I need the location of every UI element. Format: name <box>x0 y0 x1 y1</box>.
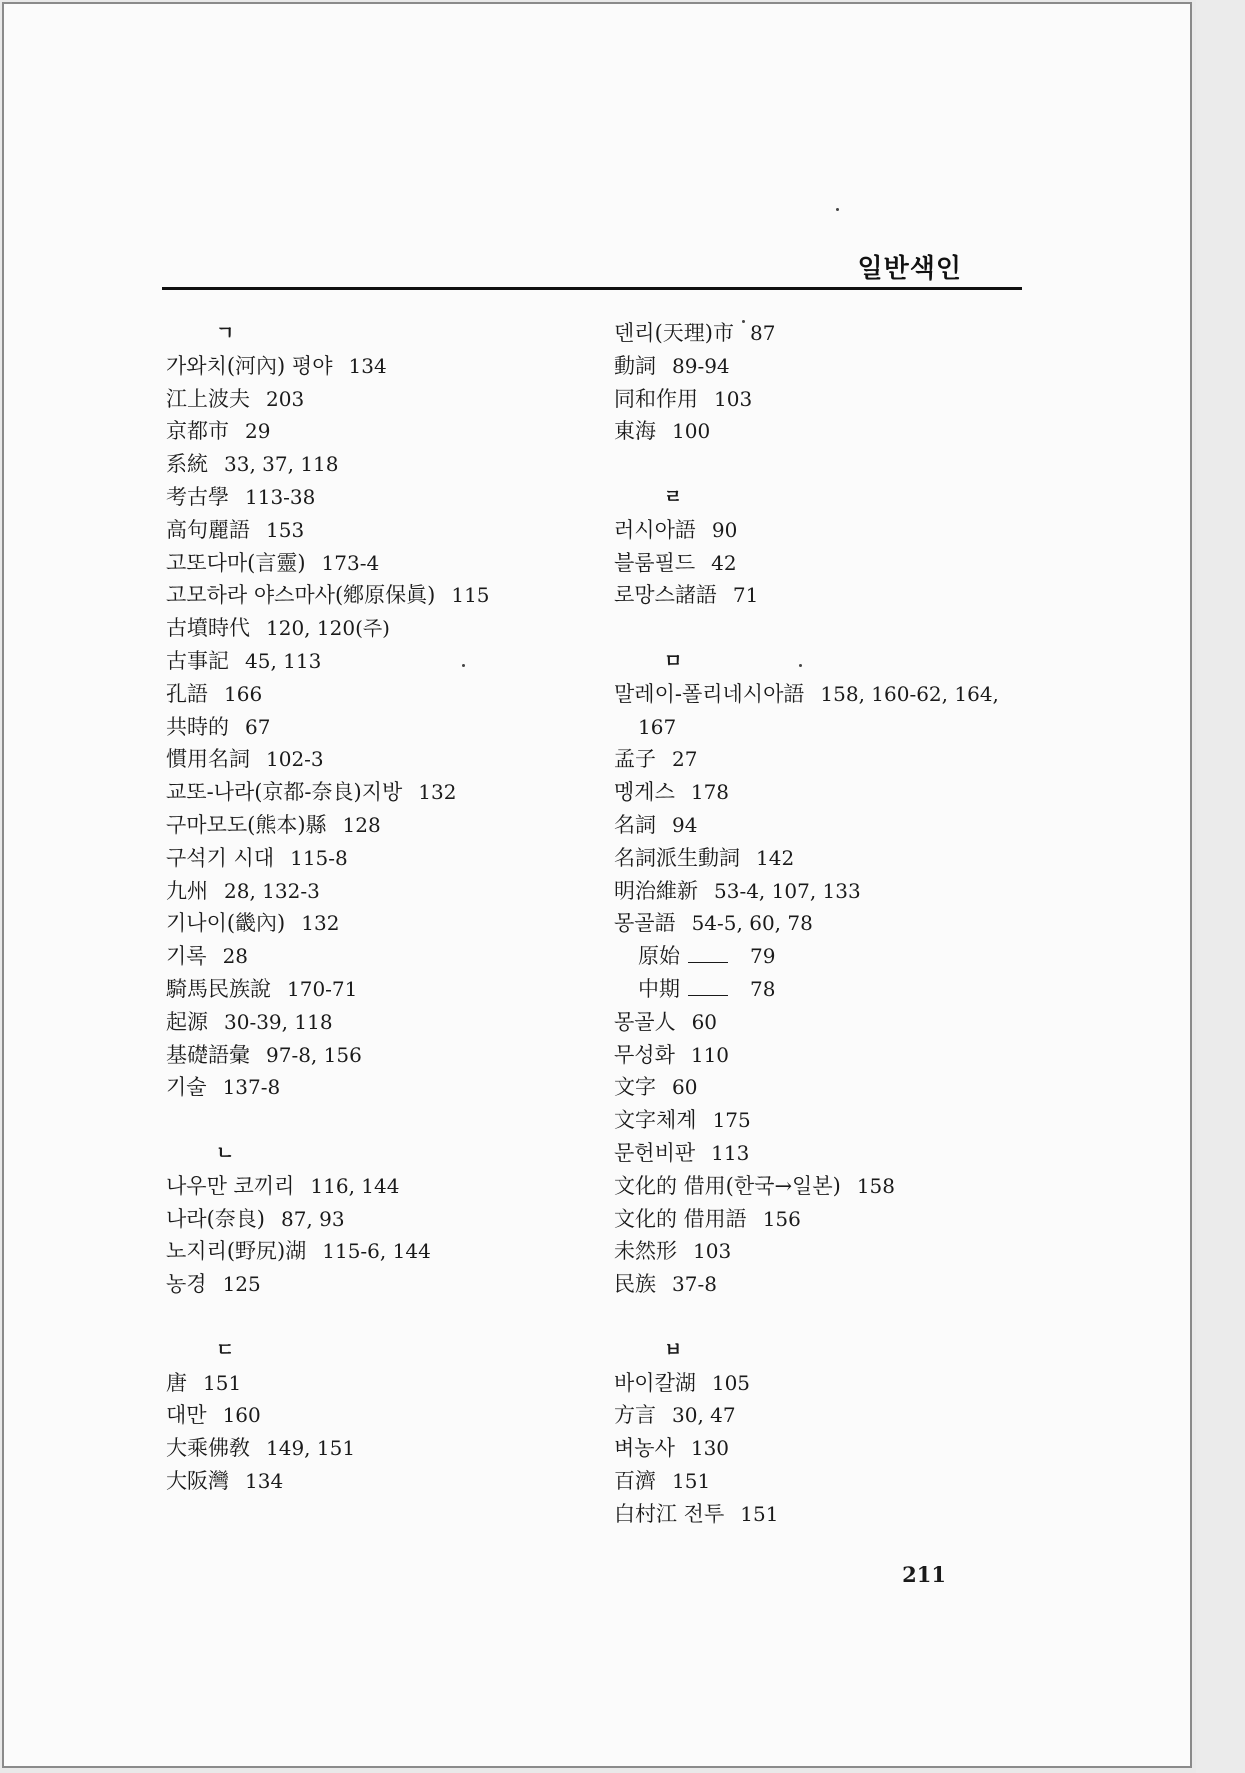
index-entry <box>614 317 1034 350</box>
index-entry-term: 몽골語 <box>614 911 676 936</box>
index-entry-pages: 78 <box>750 976 776 1001</box>
index-entry-pages: 203 <box>266 386 305 411</box>
index-entry-pages: 89-94 <box>672 353 730 378</box>
index-entry <box>614 776 1034 809</box>
index-entry <box>166 481 586 514</box>
index-entry-pages: 113 <box>711 1140 750 1165</box>
index-entry-pages: 105 <box>711 1370 751 1395</box>
index-entry <box>614 1006 1034 1039</box>
index-entry-pages: 42 <box>711 550 737 575</box>
index-entry <box>166 1432 586 1465</box>
index-entry <box>614 1399 1034 1432</box>
index-entry-pages: 60 <box>691 1009 718 1034</box>
index-entry <box>614 1071 1034 1104</box>
index-entry <box>166 1367 586 1400</box>
index-entry-pages: 156 <box>762 1206 801 1231</box>
index-entry <box>614 1465 1034 1498</box>
index-entry <box>614 1104 1034 1137</box>
index-entry-pages: 100 <box>672 419 711 444</box>
index-entry-pages: 173-4 <box>321 550 380 575</box>
index-entry-term: 노지리(野尻)湖 <box>166 1239 307 1264</box>
index-entry <box>614 514 1034 547</box>
index-entry <box>614 809 1034 842</box>
index-entry <box>166 1006 586 1039</box>
index-entry-term: 孔語 <box>166 681 208 706</box>
index-entry-pages: 45, 113 <box>245 648 322 673</box>
index-entry-pages: 120, 120(주) <box>266 616 390 641</box>
index-entry <box>614 547 1034 580</box>
index-entry <box>166 875 586 908</box>
index-entry-pages: 110 <box>690 1042 730 1067</box>
index-section-heading: ㄱ <box>216 322 235 344</box>
index-entry-pages: 115-8 <box>290 845 348 870</box>
section-spacer <box>166 1301 586 1334</box>
index-entry <box>166 645 586 678</box>
index-entry-pages: 29 <box>245 419 271 444</box>
index-entry-pages: 94 <box>672 812 698 837</box>
index-section-heading: ㄹ <box>664 485 683 508</box>
index-entry <box>166 1039 586 1072</box>
index-entry-pages: 149, 151 <box>266 1436 356 1461</box>
index-entry-term: 名詞 <box>614 812 656 837</box>
index-entry <box>166 1203 586 1236</box>
index-entry-term: 百濟 <box>614 1468 656 1493</box>
scan-speck <box>462 664 465 667</box>
index-entry-pages: 130 <box>690 1436 730 1461</box>
index-entry <box>166 1170 586 1203</box>
index-entry-term: 騎馬民族說 <box>166 976 271 1001</box>
index-entry <box>614 678 1034 711</box>
index-entry-pages: 132 <box>301 911 340 936</box>
index-entry <box>166 448 586 481</box>
index-entry <box>614 1498 1034 1531</box>
index-entry-pages: 90 <box>711 517 738 542</box>
index-entry-pages: 178 <box>690 780 730 805</box>
index-entry <box>166 579 586 612</box>
index-entry-term: 動詞 <box>614 353 656 378</box>
index-entry-pages: 158, 160-62, 164, <box>820 681 999 706</box>
index-entry-pages: 167 <box>638 714 677 739</box>
index-entry-term: 江上波夫 <box>166 386 250 411</box>
index-entry-pages: 113-38 <box>245 484 316 509</box>
index-entry-term: 가와치(河內) 평야 <box>166 353 333 378</box>
index-section-heading: ㄴ <box>216 1141 235 1164</box>
index-entry-term: 문헌비판 <box>614 1140 696 1165</box>
index-entry-term: 古事記 <box>166 648 229 673</box>
index-subentry <box>614 973 1034 1006</box>
index-entry <box>166 809 586 842</box>
index-entry <box>614 1235 1034 1268</box>
index-entry-pages: 175 <box>712 1108 751 1133</box>
index-entry-pages: 115-6, 144 <box>322 1239 431 1264</box>
index-entry-continuation <box>614 711 1034 744</box>
index-entry-term: 말레이-폴리네시아語 <box>614 681 805 706</box>
index-entry-term: 文字체계 <box>614 1108 697 1133</box>
index-entry-term: 멩게스 <box>614 780 675 805</box>
index-entry <box>614 743 1034 776</box>
index-entry-pages: 151 <box>672 1468 711 1493</box>
index-entry-term: 대만 <box>166 1403 207 1428</box>
index-entry-term: 구마모도(熊本)縣 <box>166 812 327 837</box>
index-entry <box>166 940 586 973</box>
index-entry-term: 原始 <box>638 944 680 969</box>
index-entry <box>614 1137 1034 1170</box>
index-entry-term: 덴리(天理)市 <box>614 321 734 345</box>
index-entry-term: 基礎語彙 <box>166 1042 250 1067</box>
index-entry-term: 기술 <box>166 1075 207 1100</box>
section-spacer <box>614 1301 1034 1334</box>
index-entry <box>166 612 586 645</box>
index-entry <box>614 1432 1034 1465</box>
index-entry-pages: 115 <box>451 583 490 608</box>
index-entry-term: 기나이(畿內) <box>166 911 286 936</box>
index-entry <box>614 907 1034 940</box>
index-entry-pages: 158 <box>856 1173 895 1198</box>
index-section-heading: ㅁ <box>664 649 683 672</box>
header-rule <box>162 287 1022 290</box>
section-spacer <box>166 1104 586 1137</box>
ditto-blank-line <box>688 975 728 996</box>
index-column-right <box>614 317 1034 1530</box>
index-entry-pages: 60 <box>672 1075 698 1100</box>
index-entry <box>166 711 586 744</box>
index-entry <box>614 383 1034 416</box>
index-entry-pages: 134 <box>348 353 387 378</box>
index-entry-term: 系統 <box>166 452 208 477</box>
index-entry <box>166 1268 586 1301</box>
index-entry-pages: 30-39, 118 <box>224 1009 333 1034</box>
index-entry <box>166 547 586 580</box>
index-entry-pages: 102-3 <box>266 747 324 772</box>
index-entry-term: 大阪灣 <box>166 1468 229 1493</box>
index-entry-pages: 87 <box>749 321 776 345</box>
index-entry-term: 共時的 <box>166 714 229 739</box>
index-entry <box>614 1170 1034 1203</box>
scan-speck <box>742 320 745 323</box>
index-entry-term: 孟子 <box>614 747 656 772</box>
index-entry-pages: 137-8 <box>222 1075 281 1100</box>
index-entry-pages: 28 <box>222 944 249 969</box>
index-entry-term: 大乘佛敎 <box>166 1436 250 1461</box>
index-entry-pages: 103 <box>714 386 753 411</box>
index-entry-term: 나우만 코끼리 <box>166 1173 295 1198</box>
index-entry <box>166 842 586 875</box>
index-entry-term: 九州 <box>166 878 208 903</box>
index-entry-term: 京都市 <box>166 419 229 444</box>
index-entry-term: 中期 <box>638 976 680 1001</box>
index-entry <box>614 350 1034 383</box>
index-entry <box>614 415 1034 448</box>
index-entry-term: 名詞派生動詞 <box>614 845 740 870</box>
index-entry-term: 고또다마(言靈) <box>166 550 306 575</box>
index-entry <box>166 1071 586 1104</box>
index-subentry <box>614 940 1034 973</box>
index-entry <box>614 1268 1034 1301</box>
index-entry-term: 古墳時代 <box>166 616 250 641</box>
index-entry-term: 文化的 借用語 <box>614 1206 747 1231</box>
index-entry <box>614 1367 1034 1400</box>
index-entry <box>166 415 586 448</box>
index-section-heading: ㄷ <box>216 1338 235 1361</box>
index-entry <box>166 973 586 1006</box>
index-entry-term: 同和作用 <box>614 386 698 411</box>
index-entry-term: 民族 <box>614 1272 656 1297</box>
index-entry-term: 몽골人 <box>614 1009 676 1034</box>
index-entry-term: 未然形 <box>614 1239 677 1264</box>
section-spacer <box>614 448 1034 481</box>
index-entry-pages: 160 <box>222 1403 261 1428</box>
index-entry-term: 考古學 <box>166 484 229 509</box>
index-entry <box>166 1399 586 1432</box>
index-entry <box>166 743 586 776</box>
index-entry-term: 기록 <box>166 944 207 969</box>
index-entry-term: 벼농사 <box>614 1436 675 1461</box>
index-entry <box>614 579 1034 612</box>
index-entry <box>614 842 1034 875</box>
index-entry-pages: 103 <box>693 1239 732 1264</box>
page-number: 211 <box>902 1562 946 1587</box>
index-entry <box>614 1203 1034 1236</box>
index-entry-term: 고모하라 야스마사(鄕原保眞) <box>166 583 436 608</box>
index-entry-pages: 67 <box>245 714 271 739</box>
index-entry-pages: 132 <box>418 780 457 805</box>
index-entry-term: 바이칼湖 <box>614 1370 696 1395</box>
index-entry <box>614 1039 1034 1072</box>
running-head: 일반색인 <box>857 254 962 284</box>
page-edge-shadow <box>1196 0 1245 1773</box>
index-entry-pages: 79 <box>750 944 776 969</box>
index-entry-pages: 116, 144 <box>310 1173 400 1198</box>
index-entry <box>166 907 586 940</box>
index-entry-pages: 54-5, 60, 78 <box>691 911 813 936</box>
index-entry-term: 文字 <box>614 1075 656 1100</box>
index-entry-pages: 134 <box>245 1468 284 1493</box>
index-entry-pages: 87, 93 <box>280 1206 345 1231</box>
index-entry-term: 起源 <box>166 1009 208 1034</box>
index-entry-term: 블룸필드 <box>614 550 696 575</box>
index-entry <box>166 776 586 809</box>
index-entry <box>166 383 586 416</box>
index-entry-term: 慣用名詞 <box>166 747 250 772</box>
index-entry-term: 方言 <box>614 1403 656 1428</box>
index-entry-term: 東海 <box>614 419 656 444</box>
index-entry-term: 러시아語 <box>614 517 696 542</box>
index-entry-term: 高句麗語 <box>166 517 250 542</box>
index-entry <box>166 1465 586 1498</box>
index-entry-pages: 37-8 <box>672 1272 717 1297</box>
index-entry-pages: 97-8, 156 <box>266 1042 362 1067</box>
scan-speck <box>799 664 802 667</box>
index-entry <box>166 514 586 547</box>
index-entry-pages: 53-4, 107, 133 <box>714 878 861 903</box>
index-entry <box>166 350 586 383</box>
index-entry-pages: 27 <box>672 747 698 772</box>
index-entry-term: 明治維新 <box>614 878 698 903</box>
index-section-heading: ㅂ <box>664 1338 683 1361</box>
index-entry-term: 구석기 시대 <box>166 845 275 870</box>
index-entry <box>166 1235 586 1268</box>
index-entry-pages: 151 <box>203 1370 242 1395</box>
index-entry-pages: 153 <box>266 517 305 542</box>
index-entry-pages: 125 <box>222 1272 261 1297</box>
index-entry-pages: 28, 132-3 <box>224 878 320 903</box>
index-entry-term: 교또-나라(京都-奈良)지방 <box>166 780 403 805</box>
index-entry-term: 농경 <box>166 1272 207 1297</box>
index-entry-term: 로망스諸語 <box>614 583 717 608</box>
index-entry-pages: 166 <box>224 681 263 706</box>
index-entry-pages: 30, 47 <box>672 1403 736 1428</box>
scan-speck <box>836 208 839 211</box>
section-spacer <box>614 612 1034 645</box>
index-entry <box>166 678 586 711</box>
index-entry-term: 나라(奈良) <box>166 1206 265 1231</box>
index-entry-pages: 142 <box>756 845 795 870</box>
index-entry-pages: 33, 37, 118 <box>224 452 339 477</box>
index-entry-term: 白村江 전투 <box>614 1501 725 1526</box>
index-entry-pages: 71 <box>732 583 759 608</box>
index-entry <box>614 875 1034 908</box>
index-entry-pages: 128 <box>342 812 381 837</box>
ditto-blank-line <box>688 942 728 963</box>
index-entry-term: 무성화 <box>614 1042 675 1067</box>
index-column-left <box>166 317 586 1498</box>
index-entry-pages: 170-71 <box>287 976 358 1001</box>
book-page <box>2 2 1192 1768</box>
index-entry-term: 唐 <box>166 1370 187 1395</box>
index-entry-term: 文化的 借用(한국→일본) <box>614 1173 841 1198</box>
index-entry-pages: 151 <box>740 1501 779 1526</box>
